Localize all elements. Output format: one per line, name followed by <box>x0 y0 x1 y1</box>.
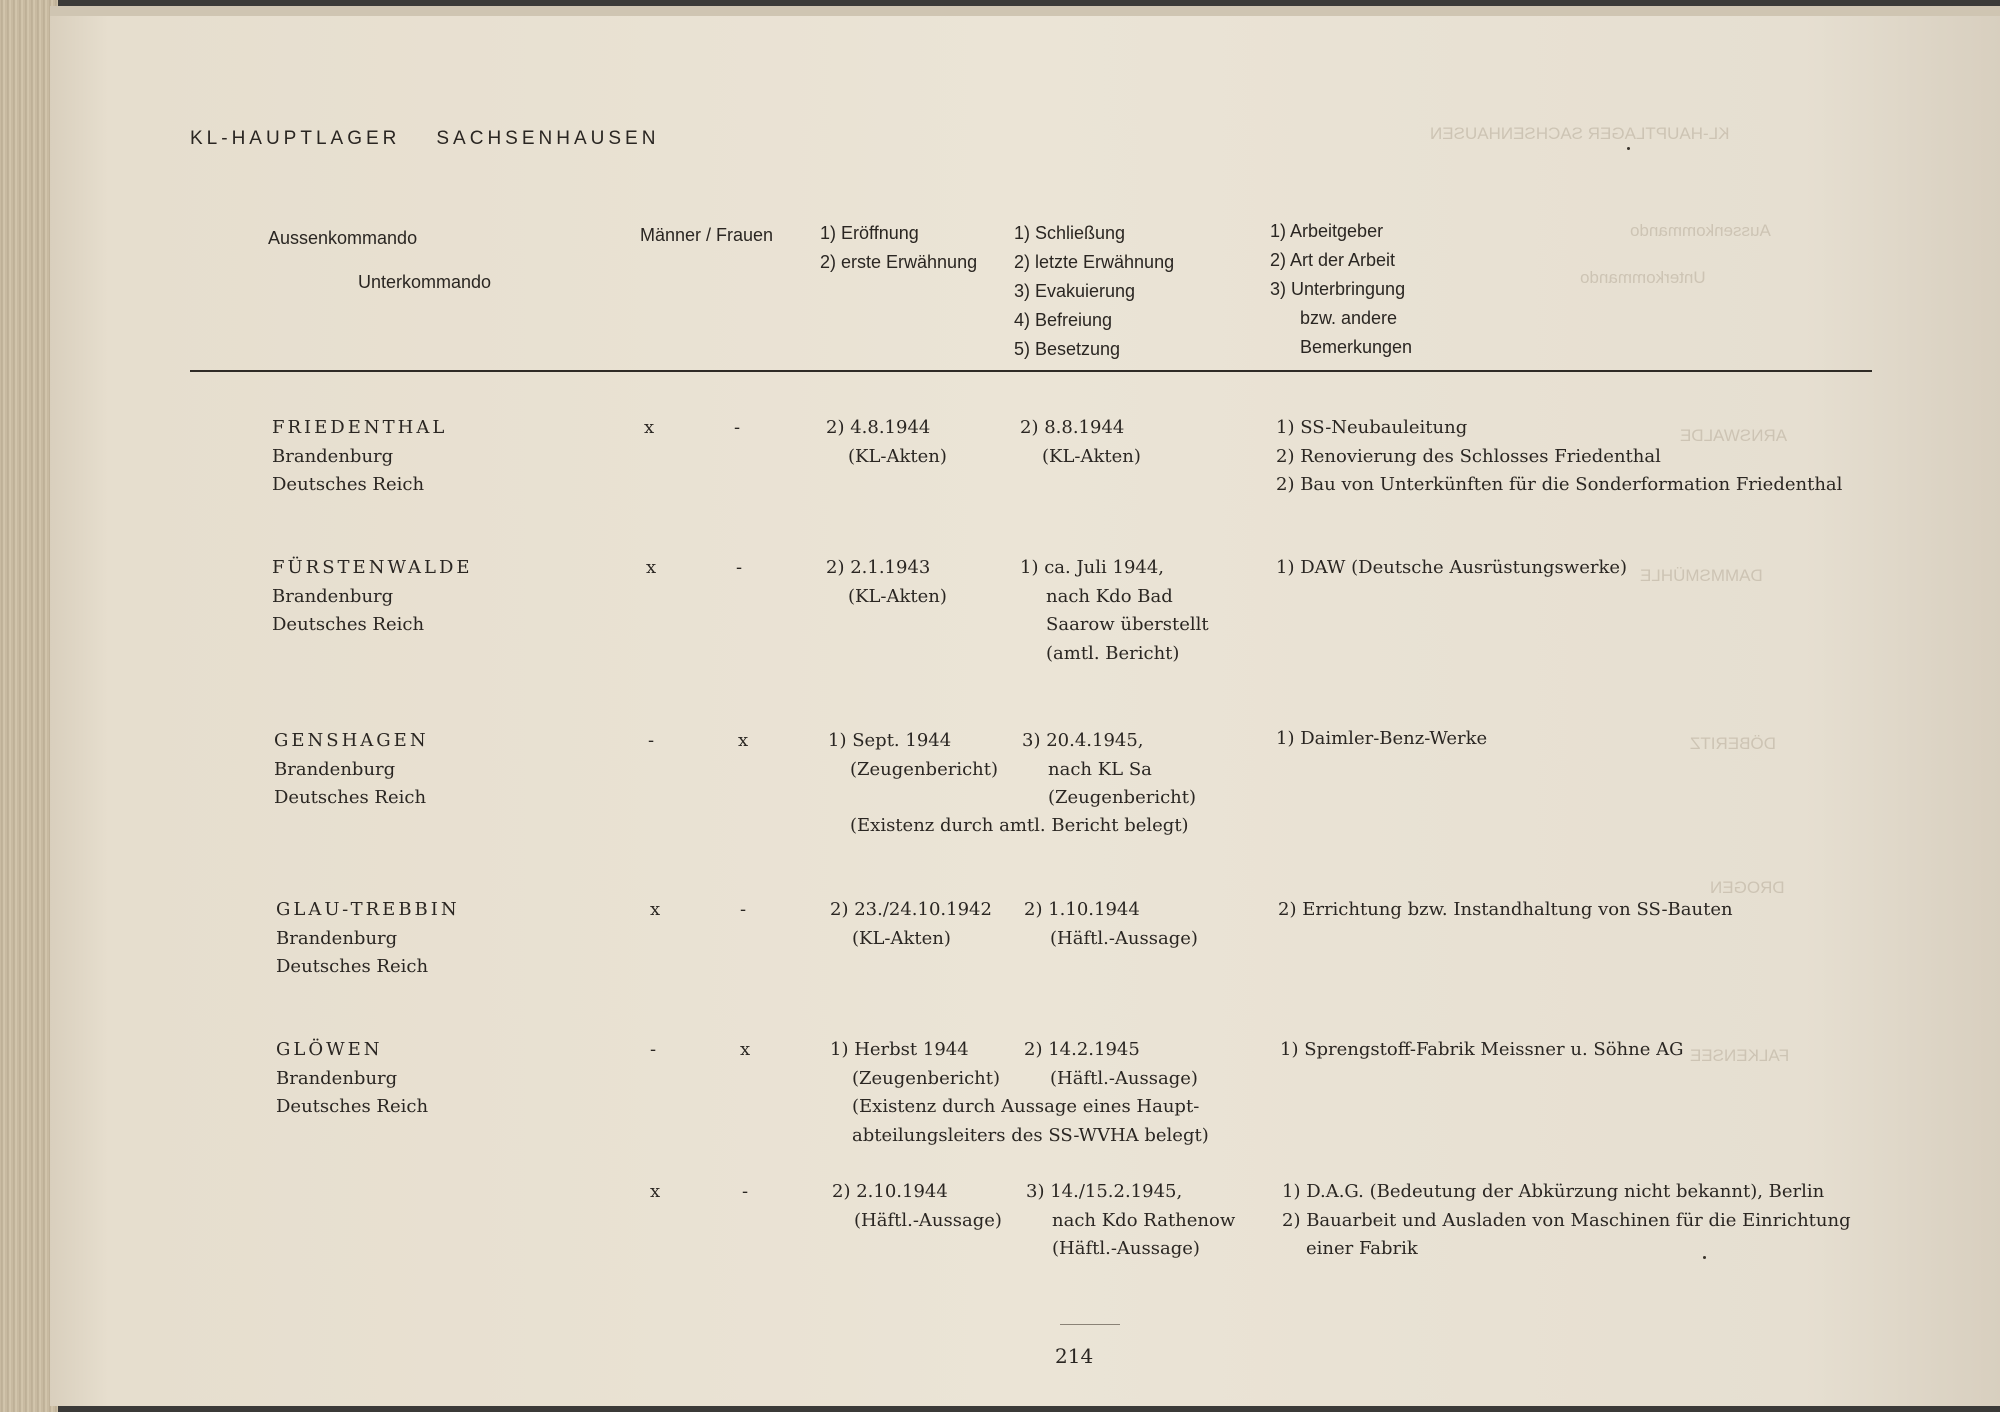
header-rule <box>190 370 1872 372</box>
remarks-cell <box>1276 414 1842 500</box>
women-value: - <box>742 1181 749 1202</box>
remarks-cell <box>1276 554 1627 583</box>
opening-line: (KL-Akten) <box>848 445 947 467</box>
column-unterkommando: Unterkommando <box>358 272 492 292</box>
evidence-note <box>852 1093 1209 1150</box>
closing-line: 1) ca. Juli 1944, <box>1020 557 1165 578</box>
remarks-line: 1) Daimler-Benz-Werke <box>1276 728 1488 749</box>
closing-line: Saarow überstellt <box>1046 614 1209 635</box>
location-line: Deutsches Reich <box>276 1096 429 1117</box>
column-closing-line: 5) Besetzung <box>1014 339 1121 359</box>
location-line: Brandenburg <box>272 445 394 467</box>
men-value: x <box>644 417 655 438</box>
remarks-line: 1) D.A.G. (Bedeutung der Abkürzung nicht bekannt), Berlin <box>1282 1181 1825 1202</box>
opening-line: 1) Sept. 1944 <box>828 730 952 751</box>
women-value: - <box>734 417 741 438</box>
closing-line: (KL-Akten) <box>1042 445 1141 467</box>
men-value: x <box>650 899 661 920</box>
page-top-edge <box>50 6 2000 16</box>
closing-line: nach Kdo Bad <box>1046 585 1173 607</box>
location-line: Brandenburg <box>276 927 398 949</box>
location-line: Brandenburg <box>276 1067 398 1089</box>
opening-line: 2) 4.8.1944 <box>826 417 931 438</box>
opening-cell <box>832 1178 1002 1235</box>
men-value: x <box>650 1181 661 1202</box>
remarks-line: 1) DAW (Deutsche Ausrüstungswerke) <box>1276 557 1628 578</box>
column-closing <box>1014 219 1174 364</box>
opening-cell <box>830 896 992 953</box>
closing-line: nach KL Sa <box>1048 758 1152 780</box>
bleed-through-text: Unterkommando <box>1580 268 1706 287</box>
page-number: 214 <box>1055 1344 1094 1368</box>
location-line: Deutsches Reich <box>272 614 425 635</box>
row-location <box>274 727 429 813</box>
ink-speck <box>1627 147 1630 150</box>
bleed-through-text: DAMMSMÜHLE <box>1640 566 1763 585</box>
men-value: - <box>648 730 655 751</box>
closing-line: 3) 20.4.1945, <box>1022 730 1144 751</box>
remarks-line: 2) Bauarbeit und Ausladen von Maschinen für die Einrichtung <box>1282 1209 1851 1231</box>
column-employer <box>1270 217 1412 362</box>
column-closing-line: 2) letzte Erwähnung <box>1014 252 1175 272</box>
closing-line: (Häftl.-Aussage) <box>1052 1238 1200 1259</box>
closing-line: nach Kdo Rathenow <box>1052 1209 1236 1231</box>
location-line: Deutsches Reich <box>276 956 429 977</box>
remarks-cell <box>1276 725 1487 754</box>
closing-line: (Zeugenbericht) <box>1048 787 1197 808</box>
opening-cell <box>830 1036 1000 1093</box>
women-value: - <box>736 557 743 578</box>
opening-line: (KL-Akten) <box>852 927 951 949</box>
subcamp-name: GLAU-TREBBIN <box>276 899 460 920</box>
column-closing-line: 3) Evakuierung <box>1014 281 1136 301</box>
men-value: x <box>646 557 657 578</box>
remarks-line: einer Fabrik <box>1306 1238 1418 1259</box>
location-line: Deutsches Reich <box>274 787 427 808</box>
remarks-cell <box>1282 1178 1851 1264</box>
opening-line: (Zeugenbericht) <box>850 758 999 780</box>
location-line: Brandenburg <box>274 758 396 780</box>
closing-line: 2) 8.8.1944 <box>1020 417 1125 438</box>
opening-cell <box>826 554 947 611</box>
row-location <box>272 554 473 640</box>
column-closing-line: 4) Befreiung <box>1014 310 1113 330</box>
remarks-line: 2) Errichtung bzw. Instandhaltung von SS-Bauten <box>1278 899 1733 920</box>
subcamp-name: FRIEDENTHAL <box>272 417 448 438</box>
closing-cell <box>1026 1178 1235 1264</box>
opening-line: (Häftl.-Aussage) <box>854 1209 1002 1231</box>
column-opening-line: 1) Eröffnung <box>820 223 919 243</box>
women-value: - <box>740 899 747 920</box>
book-page <box>50 6 2000 1406</box>
remarks-line: 2) Bau von Unterkünften für die Sonderformation Friedenthal <box>1276 474 1843 495</box>
opening-line: 2) 2.10.1944 <box>832 1181 948 1202</box>
men-value: - <box>650 1039 657 1060</box>
column-opening-line: 2) erste Erwähnung <box>820 252 978 272</box>
bleed-through-header: KL-HAUPTLAGER SACHSENHAUSEN <box>1430 124 1730 143</box>
page-header <box>190 128 659 150</box>
closing-line: (Häftl.-Aussage) <box>1050 1067 1198 1089</box>
column-opening <box>820 219 977 277</box>
column-closing-line: 1) Schließung <box>1014 223 1126 243</box>
closing-cell <box>1020 554 1209 668</box>
column-employer-line: Bemerkungen <box>1300 337 1413 357</box>
subcamp-name: GENSHAGEN <box>274 730 429 751</box>
closing-line: 2) 14.2.1945 <box>1024 1039 1140 1060</box>
remarks-line: 1) SS-Neubauleitung <box>1276 417 1468 438</box>
closing-cell <box>1020 414 1141 471</box>
opening-line: 2) 23./24.10.1942 <box>830 899 992 920</box>
closing-cell <box>1024 1036 1198 1093</box>
bleed-through-text: ARNSWALDE <box>1680 426 1788 445</box>
opening-cell <box>826 414 947 471</box>
column-maenner-frauen: Männer / Frauen <box>640 225 774 245</box>
page-number-rule <box>1060 1324 1120 1325</box>
subcamp-name: GLÖWEN <box>276 1039 383 1060</box>
closing-cell <box>1022 727 1196 813</box>
remarks-cell <box>1280 1036 1684 1065</box>
bleed-through-text: FALKENSEE <box>1690 1046 1790 1065</box>
evidence-note-line: (Existenz durch Aussage eines Haupt- <box>852 1096 1200 1117</box>
page-title: KL-HAUPTLAGER <box>190 128 401 149</box>
opening-cell <box>828 727 998 784</box>
bleed-through-text: DROGEN <box>1710 878 1785 897</box>
subcamp-name: FÜRSTENWALDE <box>272 557 473 578</box>
closing-line: (Häftl.-Aussage) <box>1050 927 1198 949</box>
opening-line: 1) Herbst 1944 <box>830 1039 969 1060</box>
row-location <box>272 414 447 500</box>
column-aussenkommando: Aussenkommando <box>268 228 418 248</box>
page-subtitle: SACHSENHAUSEN <box>436 128 660 149</box>
women-value: x <box>740 1039 751 1060</box>
closing-line: 2) 1.10.1944 <box>1024 899 1140 920</box>
location-line: Brandenburg <box>272 585 394 607</box>
evidence-note: (Existenz durch amtl. Bericht belegt) <box>850 815 1189 836</box>
ink-speck <box>1703 1256 1706 1259</box>
remarks-cell <box>1278 896 1733 925</box>
location-line: Deutsches Reich <box>272 474 425 495</box>
opening-line: (Zeugenbericht) <box>852 1067 1001 1089</box>
column-employer-line: bzw. andere <box>1300 308 1398 328</box>
remarks-line: 2) Renovierung des Schlosses Friedenthal <box>1276 445 1661 467</box>
evidence-note-line: abteilungsleiters des SS-WVHA belegt) <box>852 1124 1209 1146</box>
row-location <box>276 1036 428 1122</box>
closing-line: 3) 14./15.2.1945, <box>1026 1181 1183 1202</box>
bleed-through-text: Aussenkommando <box>1630 221 1771 240</box>
women-value: x <box>738 730 749 751</box>
column-employer-line: 2) Art der Arbeit <box>1270 250 1396 270</box>
row-location <box>276 896 460 982</box>
bleed-through-text: DÖBERITZ <box>1690 734 1776 753</box>
column-employer-line: 1) Arbeitgeber <box>1270 221 1384 241</box>
column-employer-line: 3) Unterbringung <box>1270 279 1406 299</box>
closing-line: (amtl. Bericht) <box>1046 642 1180 664</box>
opening-line: (KL-Akten) <box>848 585 947 607</box>
closing-cell <box>1024 896 1198 953</box>
remarks-line: 1) Sprengstoff-Fabrik Meissner u. Söhne AG <box>1280 1039 1684 1060</box>
opening-line: 2) 2.1.1943 <box>826 557 931 578</box>
